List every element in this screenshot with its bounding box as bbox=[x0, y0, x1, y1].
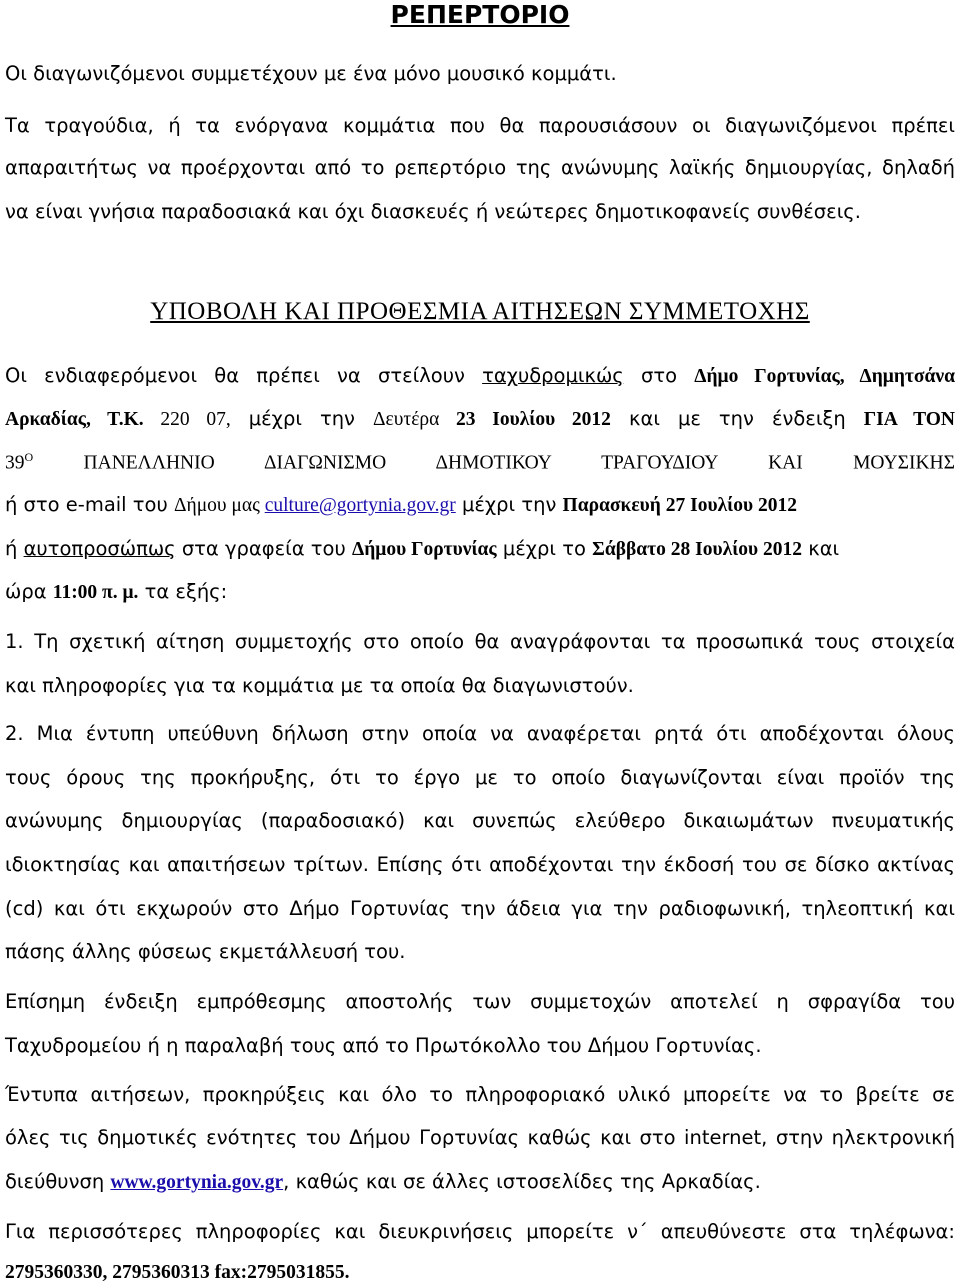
page-title: ΡΕΠΕΡΤΟΡΙΟ bbox=[390, 0, 570, 29]
submission-line-3: $39^O$ ΠΑΝΕΛΛΗΝΙΟ ΔΙΑΓΩΝΙΣΜΟ ΔΗΜΟΤΙΚΟΥ ΤΡΑΓΟΥΔΙΟΥ ΚΑΙ ΜΟΥΣΙΚΗΣ bbox=[5, 450, 955, 474]
submission-line-1: Οι ενδιαφερόμενοι θα πρέπει να στείλουν ταχυδρομικώς στο Δήμο Γορτυνίας, Δημητσάνα bbox=[5, 364, 955, 387]
intro-line: Οι διαγωνιζόμενοι συμμετέχουν με ένα μόνο μουσικό κομμάτι. bbox=[5, 62, 617, 85]
email-link[interactable]: culture@gortynia.gov.gr bbox=[264, 495, 456, 516]
repertoire-line-3: να είναι γνήσια παραδοσιακά και όχι διασκευές ή νεώτερες δημοτικοφανείς συνθέσεις. bbox=[5, 200, 861, 223]
item-2-line-3: ανώνυμης δημιουργίας (παραδοσιακό) και συνεπώς ελεύθερο δικαιωμάτων πνευματικής bbox=[5, 809, 955, 832]
item-2-line-2: τους όρους της προκήρυξης, ότι το έργο με το οποίο διαγωνίζονται είναι προϊόν της bbox=[5, 766, 955, 789]
forms-note-line-1: Έντυπα αιτήσεων, προκηρύξεις και όλο το πληροφοριακό υλικό μπορείτε να το βρείτε σε bbox=[5, 1083, 955, 1106]
website-link[interactable]: www.gortynia.gov.gr bbox=[110, 1172, 284, 1193]
stamp-note-line-1: Επίσημη ένδειξη εμπρόθεσμης αποστολής των συμμετοχών αποτελεί η σφραγίδα του bbox=[5, 990, 955, 1013]
repertoire-line-2: απαραιτήτως να προέρχονται από το ρεπερτόριο της ανώνυμης λαϊκής δημιουργίας, δηλαδή bbox=[5, 156, 955, 179]
forms-note-line-3: διεύθυνση www.gortynia.gov.gr, καθώς και σε άλλες ιστοσελίδες της Αρκαδίας. bbox=[5, 1170, 761, 1193]
submission-line-4: ή στο e-mail του Δήμου μας culture@gortynia.gov.gr μέχρι την Παρασκευή 27 Ιουλίου 2012 bbox=[5, 493, 797, 516]
submission-line-5: ή αυτοπροσώπως στα γραφεία του Δήμου Γορτυνίας μέχρι το Σάββατο 28 Ιουλίου 2012 και bbox=[5, 537, 840, 560]
by-post-text: ταχυδρομικώς bbox=[482, 364, 624, 387]
submission-line-2: Αρκαδίας, Τ.Κ. 220 07, μέχρι την Δευτέρα 23 Ιουλίου 2012 και με την ένδειξη ΓΙΑ ΤΟΝ bbox=[5, 407, 955, 430]
item-2-line-5: (cd) και ότι εκχωρούν στο Δήμο Γορτυνίας την άδεια για την ραδιοφωνική, τηλεοπτική και bbox=[5, 897, 955, 920]
item-2-line-1: 2. Μια έντυπη υπεύθυνη δήλωση στην οποία να αναφέρεται ρητά ότι αποδέχονται όλους bbox=[5, 722, 955, 745]
section-heading: ΥΠΟΒΟΛΗ ΚΑΙ ΠΡΟΘΕΣΜΙΑ ΑΙΤΗΣΕΩΝ ΣΥΜΜΕΤΟΧΗΣ bbox=[150, 298, 810, 325]
item-1-line-2: και πληροφορίες για τα κομμάτια με τα οποία θα διαγωνιστούν. bbox=[5, 674, 634, 697]
item-2-line-6: πάσης άλλης φύσεως εκμετάλλευσή του. bbox=[5, 940, 406, 963]
submission-line-6: ώρα 11:00 π. μ. τα εξής: bbox=[5, 580, 228, 603]
repertoire-line-1: Τα τραγούδια, ή τα ενόργανα κομμάτια που θα παρουσιάσουν οι διαγωνιζόμενοι πρέπει bbox=[5, 114, 955, 137]
forms-note-line-2: όλες τις δημοτικές ενότητες του Δήμου Γορτυνίας καθώς και στο internet, στην ηλεκτρονική bbox=[5, 1126, 955, 1149]
contact-line-1: Για περισσότερες πληροφορίες και διευκρινήσεις μπορείτε ν΄ απευθύνεστε στα τηλέφωνα: bbox=[5, 1220, 955, 1243]
item-2-line-4: ιδιοκτησίας και απαιτήσεων τρίτων. Επίσης ότι αποδέχονται την έκδοσή του σε δίσκο ακτίνας bbox=[5, 853, 955, 876]
item-1-line-1: 1. Τη σχετική αίτηση συμμετοχής στο οποίο θα αναγράφονται τα προσωπικά τους στοιχεία bbox=[5, 630, 955, 653]
contact-phones: 2795360330, 2795360313 fax:2795031855. bbox=[5, 1262, 350, 1283]
stamp-note-line-2: Ταχυδρομείου ή η παραλαβή τους από το Πρωτόκολλο του Δήμου Γορτυνίας. bbox=[5, 1034, 762, 1057]
